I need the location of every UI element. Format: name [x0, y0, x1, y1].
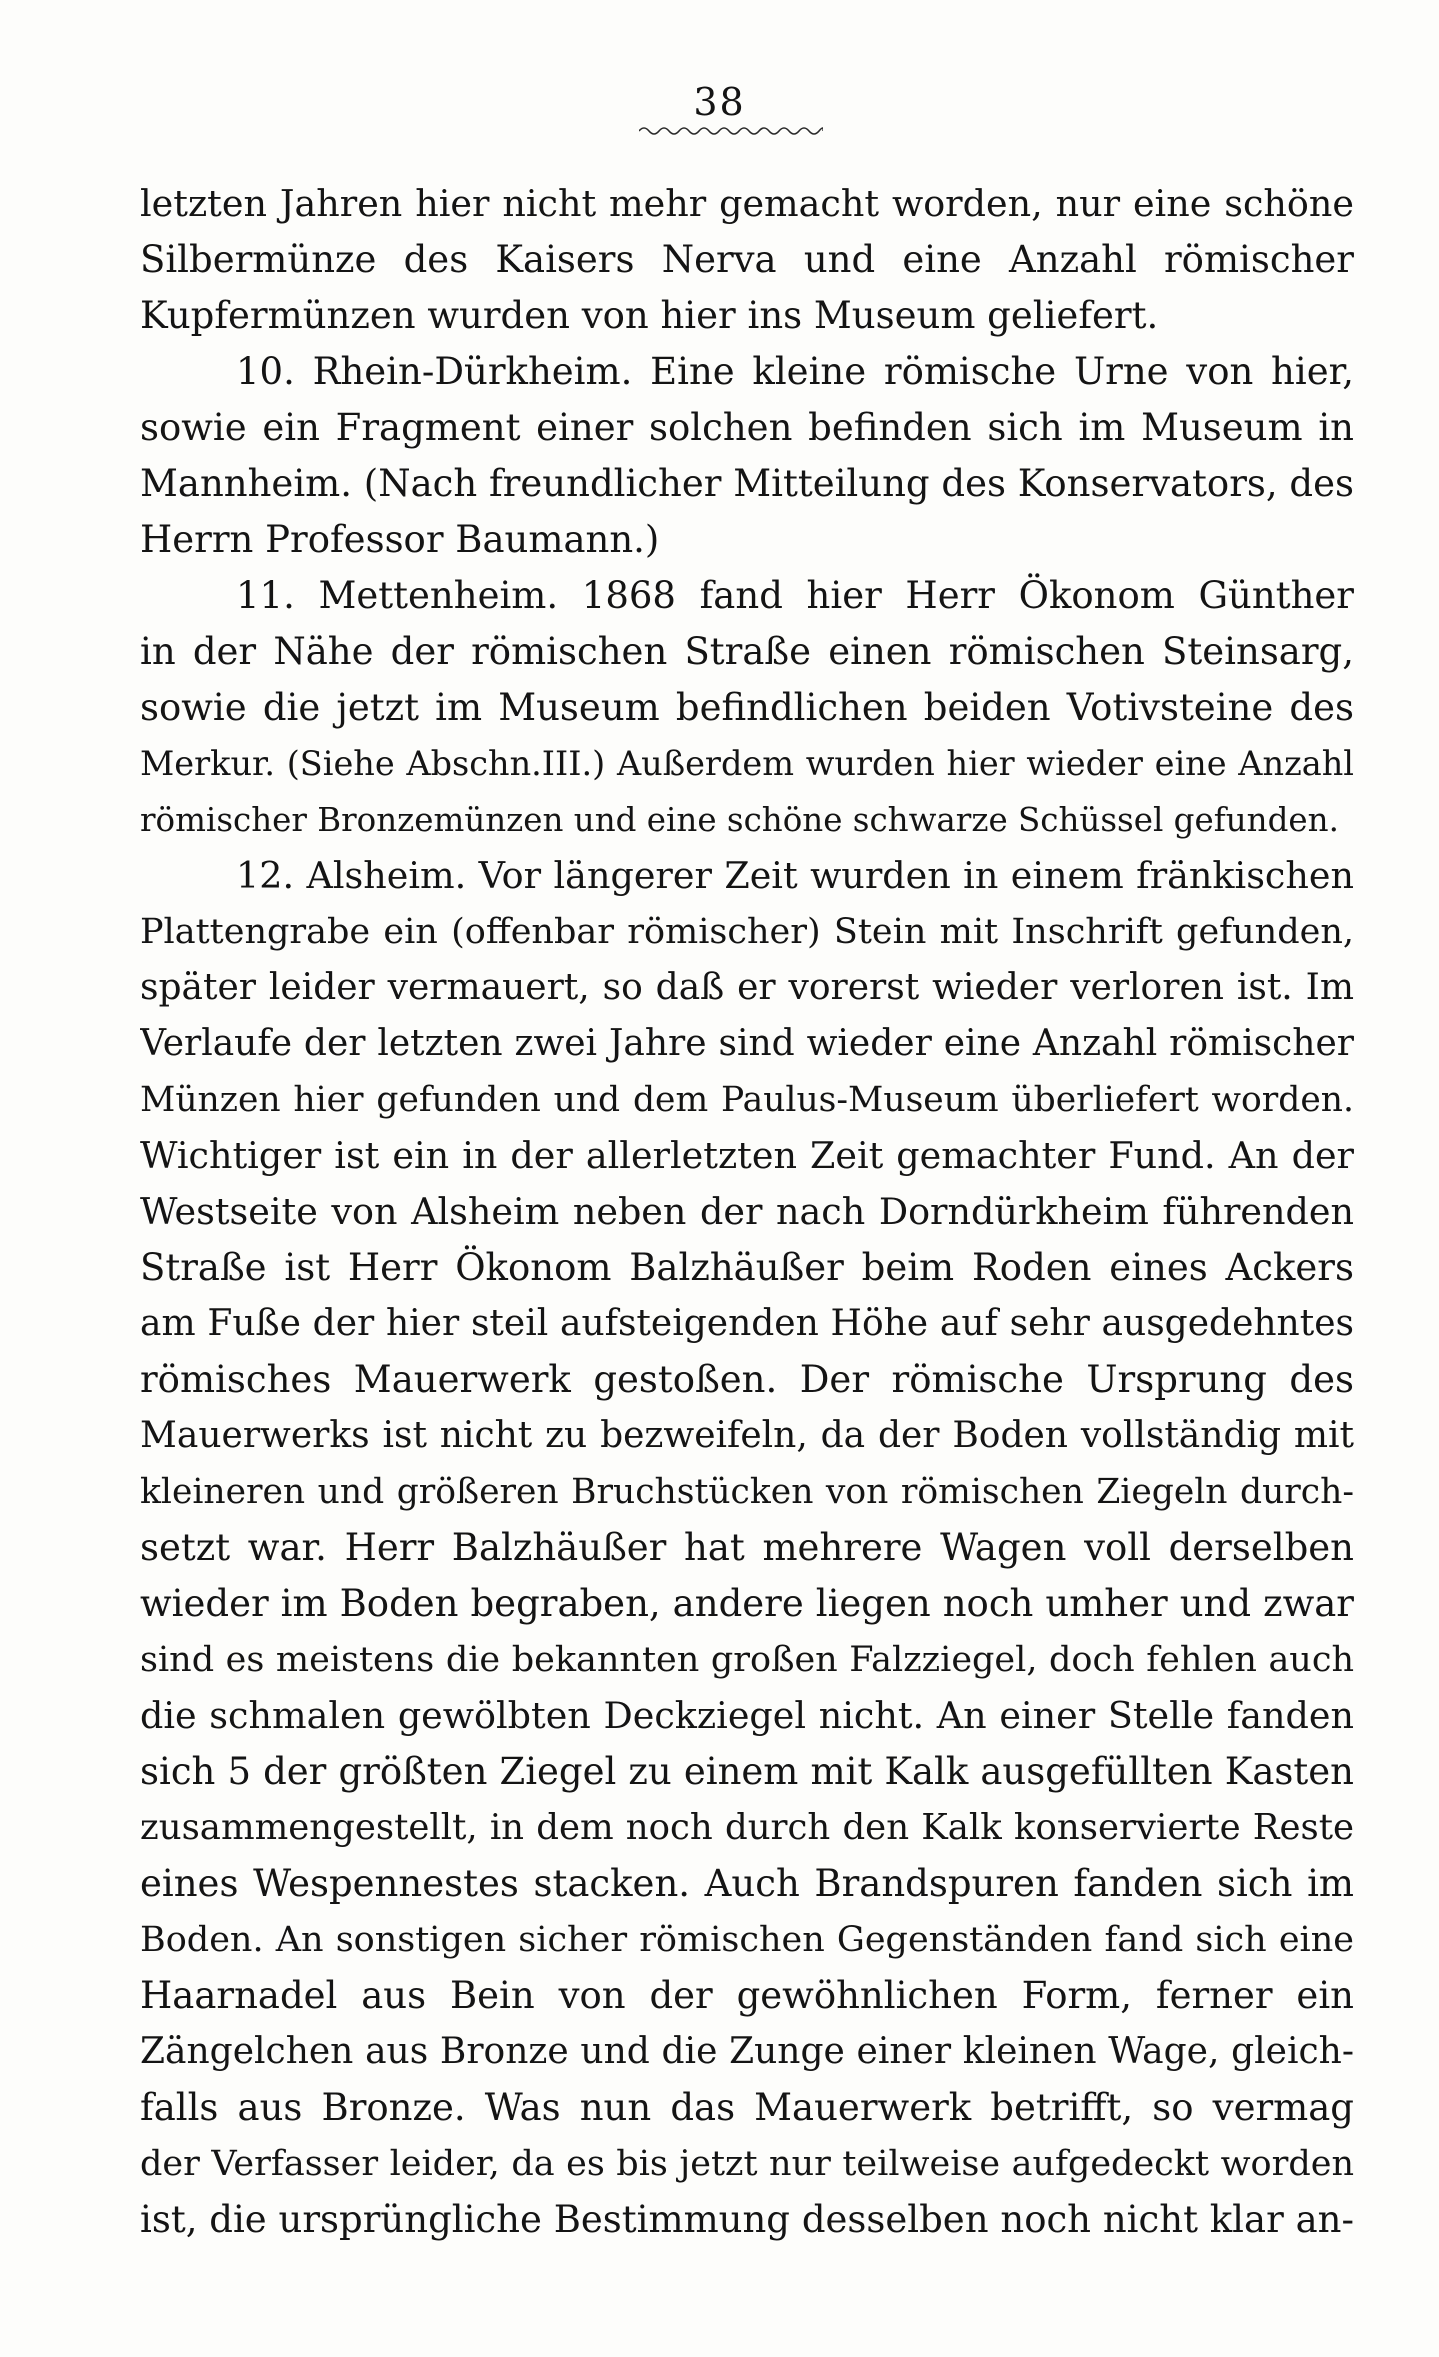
text-line-content: 10. Rhein-Dürkheim. Eine kleine römische Urne von hier,: [236, 350, 1354, 393]
text-line: [140, 456, 1354, 512]
text-line-content: zusammengestellt, in dem noch durch den Kalk konservierte Reste: [140, 1807, 1354, 1848]
text-line-content: 12. Alsheim. Vor längerer Zeit wurden in einem fränkischen: [236, 854, 1354, 897]
text-line-content: römisches Mauerwerk gestoßen. Der römische Ursprung des: [140, 1358, 1354, 1401]
text-line: [140, 1184, 1354, 1240]
text-line: [140, 680, 1354, 736]
text-line: [140, 1912, 1354, 1968]
body-text: [140, 176, 1354, 2248]
text-line: [140, 2080, 1354, 2136]
text-line-content: 11. Mettenheim. 1868 fand hier Herr Ökonom Günther: [236, 574, 1354, 617]
text-line: [140, 2136, 1354, 2192]
text-line-content: Münzen hier gefunden und dem Paulus-Museum überliefert worden.: [140, 1080, 1354, 1120]
text-line-content: setzt war. Herr Balzhäußer hat mehrere Wagen voll derselben: [140, 1526, 1354, 1569]
text-line-content: in der Nähe der römischen Straße einen römischen Steinsarg,: [140, 630, 1354, 673]
text-line: [140, 1352, 1354, 1408]
text-line: [140, 568, 1354, 624]
text-line: [140, 848, 1354, 904]
text-line-content: der Verfasser leider, da es bis jetzt nur teilweise aufgedeckt worden: [140, 2144, 1354, 2184]
text-line-content: Merkur. (Siehe Abschn.III.) Außerdem wurden hier wieder eine Anzahl: [140, 744, 1354, 783]
text-line: [140, 1464, 1354, 1520]
text-line: [140, 624, 1354, 680]
text-line: [140, 288, 1354, 344]
text-line: [140, 512, 1354, 568]
text-line: [140, 792, 1354, 848]
text-line-content: Herrn Professor Baumann.): [140, 518, 660, 561]
text-line-content: sich 5 der größten Ziegel zu einem mit Kalk ausgefüllten Kasten: [140, 1750, 1354, 1793]
text-line-content: sind es meistens die bekannten großen Falzziegel, doch fehlen auch: [140, 1640, 1354, 1680]
text-line: [140, 1800, 1354, 1856]
text-line-content: sowie die jetzt im Museum befindlichen beiden Votivsteine des: [140, 686, 1354, 729]
text-line: [140, 176, 1354, 232]
text-line-content: Wichtiger ist ein in der allerletzten Zeit gemachter Fund. An der: [140, 1134, 1354, 1177]
text-line-content: ist, die ursprüngliche Bestimmung desselben noch nicht klar an-: [140, 2198, 1354, 2241]
text-line: [140, 1632, 1354, 1688]
text-line: [140, 736, 1354, 792]
text-line: [140, 1744, 1354, 1800]
text-line-content: kleineren und größeren Bruchstücken von römischen Ziegeln durch-: [140, 1472, 1354, 1512]
text-line-content: römischer Bronzemünzen und eine schöne schwarze Schüssel gefunden.: [140, 801, 1339, 839]
text-line-content: Haarnadel aus Bein von der gewöhnlichen Form, ferner ein: [140, 1974, 1354, 2017]
text-line: [140, 1968, 1354, 2024]
text-line: [140, 232, 1354, 288]
text-line: [140, 1240, 1354, 1296]
text-line: [140, 1520, 1354, 1576]
text-line-content: am Fuße der hier steil aufsteigenden Höhe auf sehr ausgedehntes: [140, 1303, 1354, 1344]
text-line: [140, 1688, 1354, 1744]
wavy-rule-ornament: [639, 124, 823, 138]
page-number: 38: [693, 80, 746, 124]
text-line-content: letzten Jahren hier nicht mehr gemacht worden, nur eine schöne: [140, 182, 1354, 225]
text-line-content: Boden. An sonstigen sicher römischen Gegenständen fand sich eine: [140, 1920, 1354, 1960]
text-line-content: falls aus Bronze. Was nun das Mauerwerk betrifft, so vermag: [140, 2086, 1354, 2129]
text-line: [140, 1016, 1354, 1072]
text-line: [140, 400, 1354, 456]
text-line-content: Kupfermünzen wurden von hier ins Museum geliefert.: [140, 294, 1159, 337]
text-line: [140, 1072, 1354, 1128]
text-line: [140, 1408, 1354, 1464]
text-line: [140, 904, 1354, 960]
text-line: [140, 960, 1354, 1016]
text-line: [140, 344, 1354, 400]
text-line-content: sowie ein Fragment einer solchen befinden sich im Museum in: [140, 406, 1354, 449]
text-line-content: Plattengrabe ein (offenbar römischer) Stein mit Inschrift gefunden,: [140, 912, 1354, 952]
text-line-content: Westseite von Alsheim neben der nach Dorndürkheim führenden: [140, 1190, 1354, 1233]
text-line-content: später leider vermauert, so daß er vorerst wieder verloren ist. Im: [140, 967, 1354, 1008]
text-line-content: Silbermünze des Kaisers Nerva und eine Anzahl römischer: [140, 238, 1354, 281]
text-line-content: die schmalen gewölbten Deckziegel nicht. An einer Stelle fanden: [140, 1694, 1354, 1737]
text-line-content: Mauerwerks ist nicht zu bezweifeln, da der Boden vollständig mit: [140, 1415, 1354, 1456]
text-line: [140, 2192, 1354, 2248]
text-line: [140, 1576, 1354, 1632]
text-line: [140, 1296, 1354, 1352]
text-line-content: Verlaufe der letzten zwei Jahre sind wieder eine Anzahl römischer: [140, 1023, 1354, 1064]
text-line: [140, 1128, 1354, 1184]
text-line-content: Zängelchen aus Bronze und die Zunge einer kleinen Wage, gleich-: [140, 2031, 1354, 2072]
text-line-content: eines Wespennestes stacken. Auch Brandspuren fanden sich im: [140, 1862, 1354, 1905]
text-line: [140, 2024, 1354, 2080]
text-line: [140, 1856, 1354, 1912]
text-line-content: wieder im Boden begraben, andere liegen noch umher und zwar: [140, 1582, 1354, 1625]
text-line-content: Straße ist Herr Ökonom Balzhäußer beim Roden eines Ackers: [140, 1246, 1354, 1289]
text-line-content: Mannheim. (Nach freundlicher Mitteilung des Konservators, des: [140, 462, 1354, 505]
